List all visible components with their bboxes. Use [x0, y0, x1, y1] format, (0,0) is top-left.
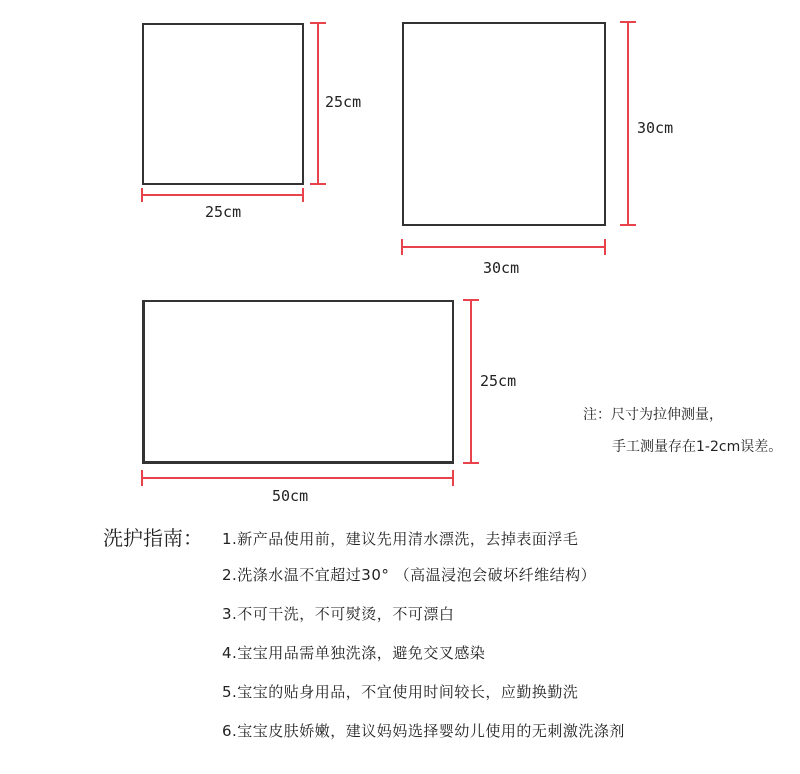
care-guide-title: 洗护指南：: [103, 526, 203, 550]
measurement-note-line2: 手工测量存在1-2cm误差。: [612, 439, 783, 455]
medium-height-label: 30cm: [637, 119, 674, 137]
medium-width-line: [402, 246, 606, 248]
medium-height-cap-top: [620, 21, 636, 23]
care-item-4: 4.宝宝用品需单独洗涤，避免交叉感染: [222, 644, 486, 662]
care-item-2: 2.洗涤水温不宜超过30° （高温浸泡会破坏纤维结构）: [222, 566, 597, 584]
medium-height-line: [627, 22, 629, 226]
small-width-cap-right: [302, 188, 304, 202]
care-item-5: 5.宝宝的贴身用品，不宜使用时间较长，应勤换勤洗: [222, 683, 579, 701]
large-height-cap-top: [463, 299, 479, 301]
care-item-3: 3.不可干洗，不可熨烫，不可漂白: [222, 605, 455, 623]
small-height-label: 25cm: [325, 93, 362, 111]
medium-width-label: 30cm: [483, 259, 520, 277]
small-height-line: [317, 23, 319, 185]
large-width-cap-right: [452, 470, 454, 486]
small-width-line: [142, 194, 304, 196]
care-item-1: 1.新产品使用前，建议先用清水漂洗，去掉表面浮毛: [222, 530, 579, 548]
medium-towel-outline: [402, 22, 606, 226]
medium-height-cap-bottom: [620, 224, 636, 226]
care-item-6: 6.宝宝皮肤娇嫩，建议妈妈选择婴幼儿使用的无刺激洗涤剂: [222, 722, 625, 740]
small-height-cap-top: [310, 22, 326, 24]
medium-width-cap-right: [604, 239, 606, 255]
large-height-line: [470, 300, 472, 464]
small-height-cap-bottom: [310, 183, 326, 185]
large-towel-outline: [142, 300, 454, 464]
small-width-label: 25cm: [205, 203, 242, 221]
small-width-cap-left: [141, 188, 143, 202]
large-width-line: [142, 477, 454, 479]
large-width-label: 50cm: [272, 487, 309, 505]
large-height-label: 25cm: [480, 372, 517, 390]
medium-width-cap-left: [401, 239, 403, 255]
large-height-cap-bottom: [463, 462, 479, 464]
large-width-cap-left: [141, 470, 143, 486]
measurement-note-line1: 注：尺寸为拉伸测量，: [583, 407, 723, 423]
small-towel-outline: [142, 23, 304, 185]
